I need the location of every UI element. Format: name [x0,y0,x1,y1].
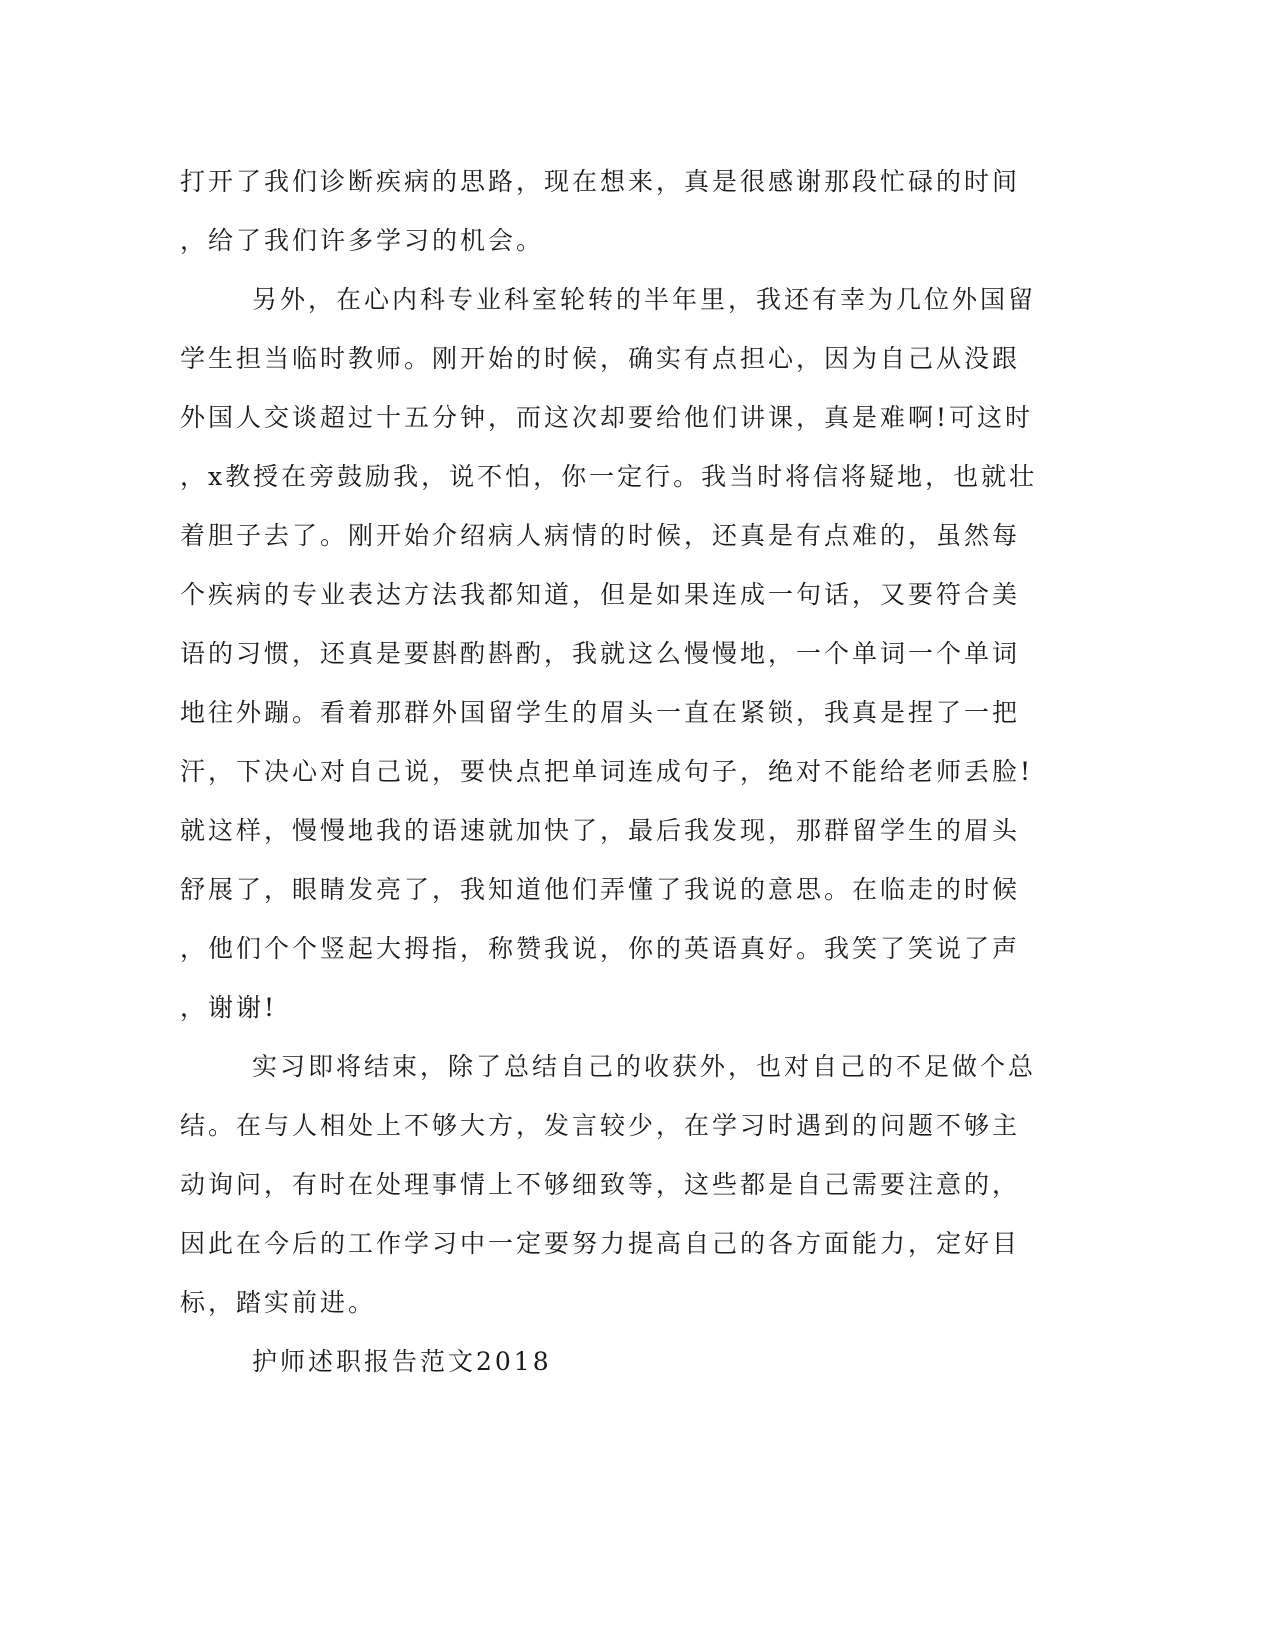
paragraph-start-line: 实习即将结束，除了总结自己的收获外，也对自己的不足做个总 [252,1052,1037,1081]
text-line: 舒展了，眼睛发亮了，我知道他们弄懂了我说的意思。在临走的时候 [180,875,1021,904]
text-line: 外国人交谈超过十五分钟，而这次却要给他们讲课，真是难啊!可这时 [180,403,1034,432]
section-heading: 护师述职报告范文2018 [252,1347,552,1376]
text-line: 因此在今后的工作学习中一定要努力提高自己的各方面能力，定好目 [180,1229,1021,1258]
text-line: 打开了我们诊断疾病的思路，现在想来，真是很感谢那段忙碌的时间 [180,167,1021,196]
text-line: ，他们个个竖起大拇指，称赞我说，你的英语真好。我笑了笑说了声 [180,934,1021,963]
text-line: 汗，下决心对自己说，要快点把单词连成句子，绝对不能给老师丢脸! [180,757,1034,786]
text-line: ，谢谢! [180,993,278,1022]
text-line: 动询问，有时在处理事情上不够细致等，这些都是自己需要注意的， [180,1170,1021,1199]
text-line: 学生担当临时教师。刚开始的时候，确实有点担心，因为自己从没跟 [180,344,1021,373]
text-line: 语的习惯，还真是要斟酌斟酌，我就这么慢慢地，一个单词一个单词 [180,639,1021,668]
text-line: ，给了我们许多学习的机会。 [180,226,545,255]
text-line: 结。在与人相处上不够大方，发言较少，在学习时遇到的问题不够主 [180,1111,1021,1140]
text-line: 着胆子去了。刚开始介绍病人病情的时候，还真是有点难的，虽然每 [180,521,1021,550]
text-line: 标，踏实前进。 [180,1288,377,1317]
text-line: 就这样，慢慢地我的语速就加快了，最后我发现，那群留学生的眉头 [180,816,1021,845]
text-line: ，x教授在旁鼓励我，说不怕，你一定行。我当时将信将疑地，也就壮 [180,462,1038,491]
text-line: 个疾病的专业表达方法我都知道，但是如果连成一句话，又要符合美 [180,580,1021,609]
paragraph-start-line: 另外，在心内科专业科室轮转的半年里，我还有幸为几位外国留 [252,285,1037,314]
text-line: 地往外蹦。看着那群外国留学生的眉头一直在紧锁，我真是捏了一把 [180,698,1021,727]
